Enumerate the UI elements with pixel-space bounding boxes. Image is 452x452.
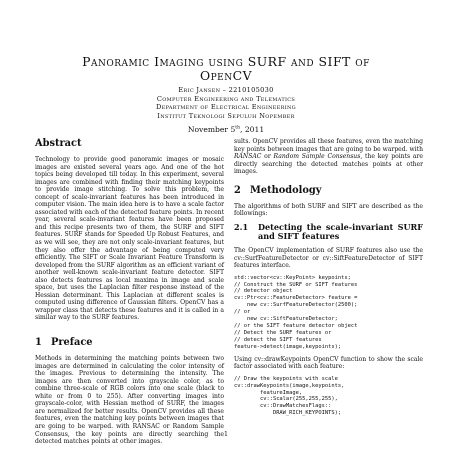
methodology-intro: The algorithms of both SURF and SIFT are described as the followings:: [234, 202, 423, 218]
subsection-number: 2.1: [234, 221, 249, 232]
title-line-2: OpenCV: [199, 68, 253, 83]
affiliation-2: Department of Electrical Engineering: [156, 103, 296, 112]
abstract-heading: Abstract: [35, 138, 82, 149]
affiliation-3: Institut Teknologi Sepuluh Nopember: [157, 111, 295, 120]
code-listing-draw: // Draw the keypoints with scale cv::drawKeypoints(image,keypoints, featureImage, cv::Scalar(255,255,255), cv::DrawMatchesFlags:: DRAW_RICH_KEYPOINTS);: [234, 375, 345, 417]
preface-number: 1: [35, 337, 42, 349]
subsection-title: Detecting the scale-invariant SURF and SIFT features: [258, 221, 423, 242]
code-listing-detect: std::vector<cv::KeyPoint> keypoints; // Construct the SURF or SIFT features // detector object cv::Ptr<cv::FeatureDetector> feature = new cv::SurfFeatureDetector(2500); // or new cv::SiftFeatureDetector; // or the SIFT feature detector object // Detect the SURF features or // detect the SIFT features feature->detect(image,keypoints);: [234, 274, 358, 350]
right-column: [234, 138, 423, 422]
draw-keypoints-text: Using cv::drawKeypoints OpenCV function to show the scale factor associated with each feature:: [234, 355, 423, 371]
left-column: [35, 138, 225, 446]
preface-title: Preface: [51, 337, 93, 349]
date-year: , 2011: [240, 125, 265, 134]
abstract-text: Technology to provide good panoramic images or mosaic images are existed several years ago. And one of the hot topics being developed till today. In this experiment, several images are combined with finding their matching keypoints to provide image stitching. To solve this problem, the concept of scale-invariant features has been introduced in computer vision. The main idea here is to have a scale factor associated with each of the detected feature points. In recent year, several scale-invariant features have been proposed and this recipe presents two of them, the SURF and SIFT features. SURF stands for Speeded Up Robust Features, and as we will see, they are not only scale-invariant features, but they also offer the advantage of being computed very efficiently. The SIFT or Scale Invariant Feature Transform is developed from the SURF algorithm as an efficient variant of another well-known scale-invariant feature detector. SIFT also detects features as local maxima in image and scale space, but uses the Laplacian filter response instead of the Hessian determinant. This Laplacian at different scales is computed using difference of Gaussian filters. OpenCV has a wrapper class that detects these features and it is called in a similar way to the SURF features.: [35, 156, 225, 322]
subsection-text: The OpenCV implementation of SURF features also use the cv::SurfFeatureDetector or cv::SiftFeatureDetector of SIFT features interface.: [234, 247, 423, 270]
paper-date: [0, 125, 452, 134]
methodology-heading: [234, 185, 423, 197]
methodology-number: 2: [234, 184, 241, 196]
methodology-title: Methodology: [250, 184, 322, 196]
page-number: 1: [224, 431, 228, 438]
preface-text: Methods in determining the matching points between two images are determined in calculating the color intensity of the images. Previous to determining the intensity. The images are then converted into grayscale color, as to combine three-scale of RGB colors into one scale (black to white or from 0 to 255). After converting images into grayscale-color, with Hessian method of SURF, the images are normalized for better results. OpenCV provides all these features, even the matching key points between images that are going to be warped. with RANSAC or Random Sample Consensus, the key points are directly searching the detected matches points at other images.: [35, 355, 224, 446]
author-block: [0, 86, 452, 120]
paper-title: [0, 55, 452, 83]
preface-heading: [35, 337, 224, 349]
preface-text-continued: sults. OpenCV provides all these features, even the matching key points between images that are going to be warped. with RANSAC or Random Sample Consensus, the key points are directly searching the detected matches points at other images.: [234, 138, 424, 176]
affiliation-1: Computer Engineering and Telematics: [156, 94, 296, 103]
author-name: Eric Jansen – 2210105030: [178, 86, 274, 94]
title-line-1: Panoramic Imaging using SURF and SIFT of: [82, 54, 370, 69]
date-main: November 5: [187, 125, 236, 134]
date-ordinal: th: [235, 125, 240, 131]
subsection-heading: [234, 223, 423, 242]
